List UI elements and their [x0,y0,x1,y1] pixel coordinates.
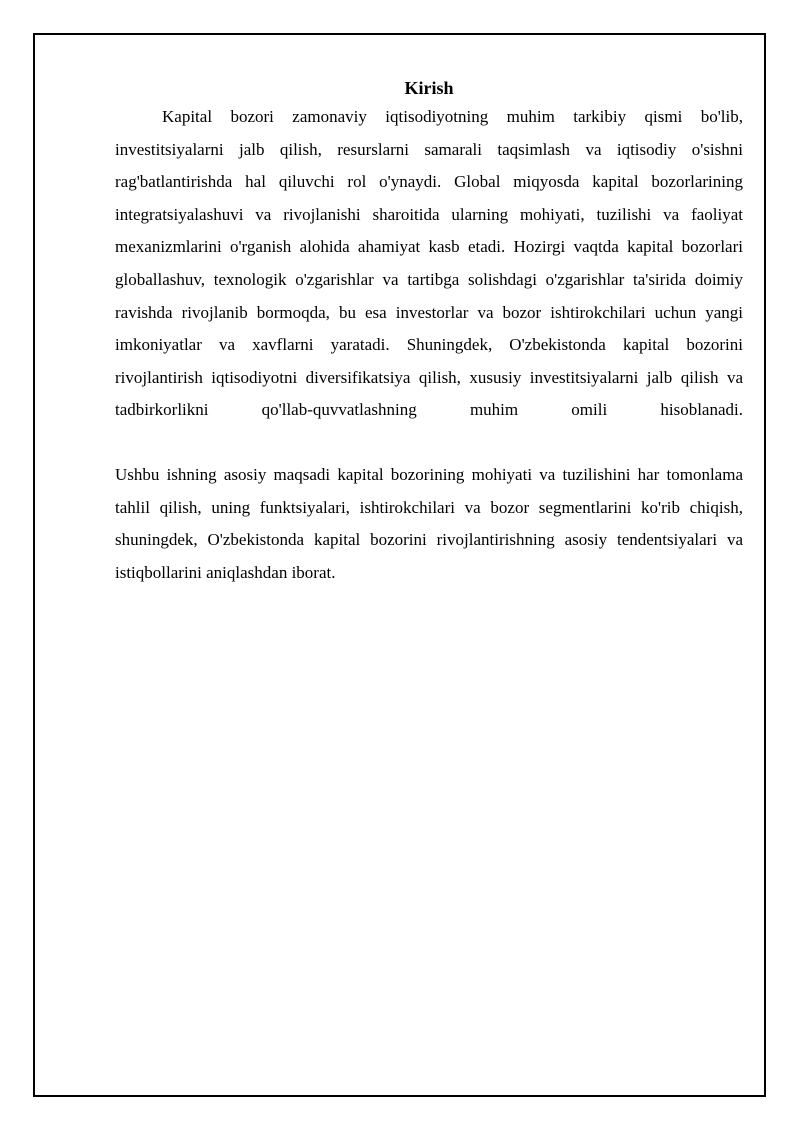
document-title: Kirish [404,78,454,98]
paragraph-aim: Ushbu ishning asosiy maqsadi kapital bozorining mohiyati va tuzilishini har tomonlama tahlil qilish, uning funktsiyalari, ishtirokchilari va bozor segmentlarini ko'rib chiqish, shuningdek, O'zbekistonda kapital bozorini rivojlantirishning asosiy tendentsiyalari va istiqbollarini aniqlashdan iborat. [115,464,743,582]
document-body [115,75,743,589]
paragraph-introduction: Kapital bozori zamonaviy iqtisodiyotning muhim tarkibiy qismi bo'lib, investitsiyalarni jalb qilish, resurslarni samarali taqsimlash va iqtisodiy o'sishni rag'batlantirishda hal qiluvchi rol o'ynaydi. Global miqyosda kapital bozorlarining integratsiyalashuvi va rivojlanishi sharoitida ularning mohiyati, tuzilishi va faoliyat mexanizmlarini o'rganish alohida ahamiyat kasb etadi. Hozirgi vaqtda kapital bozorlari globallashuv, texnologik o'zgarishlar va tartibga solishdagi o'zgarishlar ta'sirida doimiy ravishda rivojlanib bormoqda, bu esa investorlar va bozor ishtirokchilari uchun yangi imkoniyatlar va xavflarni yaratadi. Shuningdek, O'zbekistonda kapital bozorini rivojlantirish iqtisodiyotni diversifikatsiya qilish, xususiy investitsiyalarni jalb qilish va tadbirkorlikni qo'llab-quvvatlashning muhim omili hisoblanadi. [115,107,743,420]
